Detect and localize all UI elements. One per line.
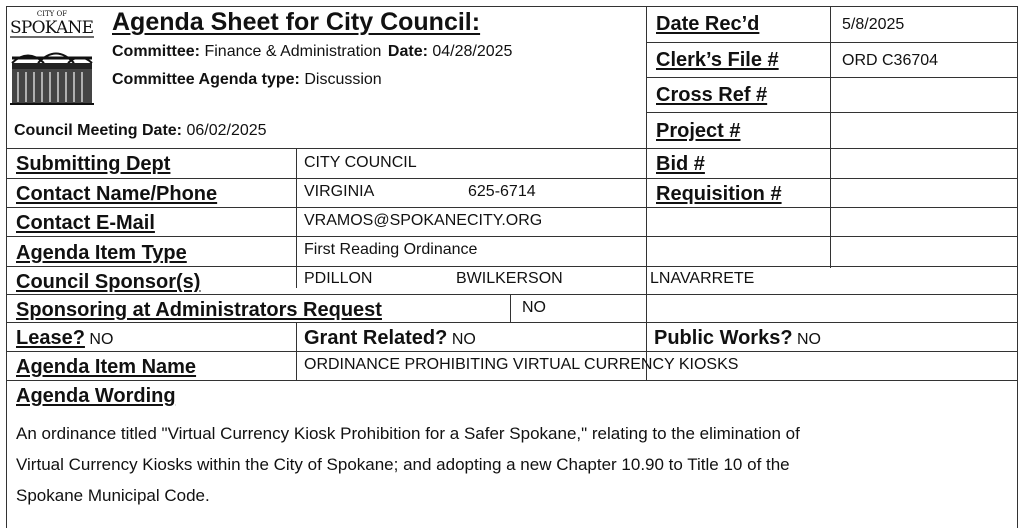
agenda-wording-label: Agenda Wording: [16, 385, 176, 407]
agenda-item-name-value: ORDINANCE PROHIBITING VIRTUAL CURRENCY KIOSKS: [304, 356, 739, 373]
lease-label: Lease?: [16, 327, 85, 349]
public-works-field: [654, 328, 821, 348]
date-recd-value: 5/8/2025: [842, 16, 905, 33]
council-sponsors-label: Council Sponsor(s): [16, 271, 201, 293]
row-line: [6, 236, 646, 237]
submitting-dept-label: Submitting Dept: [16, 153, 171, 175]
contact-name-label: Contact Name/Phone: [16, 183, 218, 205]
contact-name-value: VIRGINIA: [304, 183, 375, 200]
admin-request-value: NO: [522, 299, 546, 316]
admin-request-label: Sponsoring at Administrators Request: [16, 299, 382, 321]
lease-value: NO: [89, 331, 114, 348]
requisition-label: Requisition #: [656, 183, 782, 205]
agenda-type-line: [112, 72, 382, 88]
lease-field: [16, 328, 113, 348]
public-works-label: Public Works?: [654, 327, 793, 349]
row-line: [6, 380, 1018, 381]
row-line: [646, 112, 1018, 113]
submitting-dept-value: CITY COUNCIL: [304, 154, 417, 171]
wording-line-2: Virtual Currency Kiosks within the City of Spokane; and adopting a new Chapter 10.90 to Title 10 of the: [16, 455, 790, 474]
col-line: [830, 6, 831, 268]
date-value: 04/28/2025: [432, 43, 513, 60]
committee-value: Finance & Administration: [204, 43, 382, 60]
row-line: [6, 294, 1018, 295]
col-line: [510, 294, 511, 322]
logo-top-text: CITY OF: [36, 10, 68, 18]
border-left: [6, 6, 7, 528]
row-line: [6, 322, 1018, 323]
border-right: [1017, 6, 1018, 528]
row-line: [646, 236, 1018, 237]
logo-name-text: SPOKANE: [10, 18, 94, 38]
bid-label: Bid #: [656, 153, 705, 175]
meeting-date-label: Council Meeting Date:: [14, 122, 183, 139]
public-works-value: NO: [797, 331, 821, 348]
agenda-wording-text: [16, 418, 1006, 511]
committee-line: [112, 44, 512, 60]
row-line: [646, 42, 1018, 43]
grant-field: [304, 328, 476, 348]
meeting-date-value: 06/02/2025: [186, 122, 267, 139]
project-label: Project #: [656, 120, 741, 142]
row-line: [6, 148, 646, 149]
col-line: [296, 148, 297, 288]
row-line: [646, 207, 1018, 208]
sponsor-2: BWILKERSON: [456, 270, 563, 287]
page-title: Agenda Sheet for City Council:: [112, 8, 481, 36]
contact-email-label: Contact E-Mail: [16, 212, 155, 234]
row-line: [6, 207, 646, 208]
row-line: [6, 178, 646, 179]
row-line: [6, 351, 1018, 352]
city-logo: [8, 8, 96, 106]
row-line: [6, 266, 1018, 267]
row-line: [646, 148, 1018, 149]
wording-line-3: Spokane Municipal Code.: [16, 486, 210, 505]
clerks-file-label: Clerk’s File #: [656, 49, 779, 71]
grant-label: Grant Related?: [304, 327, 448, 349]
row-line: [646, 77, 1018, 78]
wording-line-1: An ordinance titled "Virtual Currency Kiosk Prohibition for a Safer Spokane," relating to the elimination of: [16, 424, 800, 443]
contact-phone-value: 625-6714: [468, 183, 536, 200]
col-line: [646, 6, 647, 380]
committee-label: Committee:: [112, 43, 201, 60]
agenda-item-name-label: Agenda Item Name: [16, 356, 197, 378]
contact-email-value: VRAMOS@SPOKANECITY.ORG: [304, 212, 543, 229]
cross-ref-label: Cross Ref #: [656, 84, 768, 106]
grant-value: NO: [451, 331, 476, 348]
border-top: [6, 6, 1018, 7]
sponsor-1: PDILLON: [304, 270, 373, 287]
agenda-item-type-label: Agenda Item Type: [16, 242, 187, 264]
meeting-date-line: [14, 123, 267, 139]
agenda-type-label: Committee Agenda type:: [112, 71, 300, 88]
agenda-item-type-value: First Reading Ordinance: [304, 241, 478, 258]
agenda-type-value: Discussion: [304, 71, 382, 88]
clerks-file-value: ORD C36704: [842, 52, 939, 69]
date-recd-label: Date Rec’d: [656, 13, 760, 35]
date-label: Date:: [387, 43, 428, 60]
row-line: [646, 178, 1018, 179]
sponsor-3: LNAVARRETE: [650, 270, 755, 287]
